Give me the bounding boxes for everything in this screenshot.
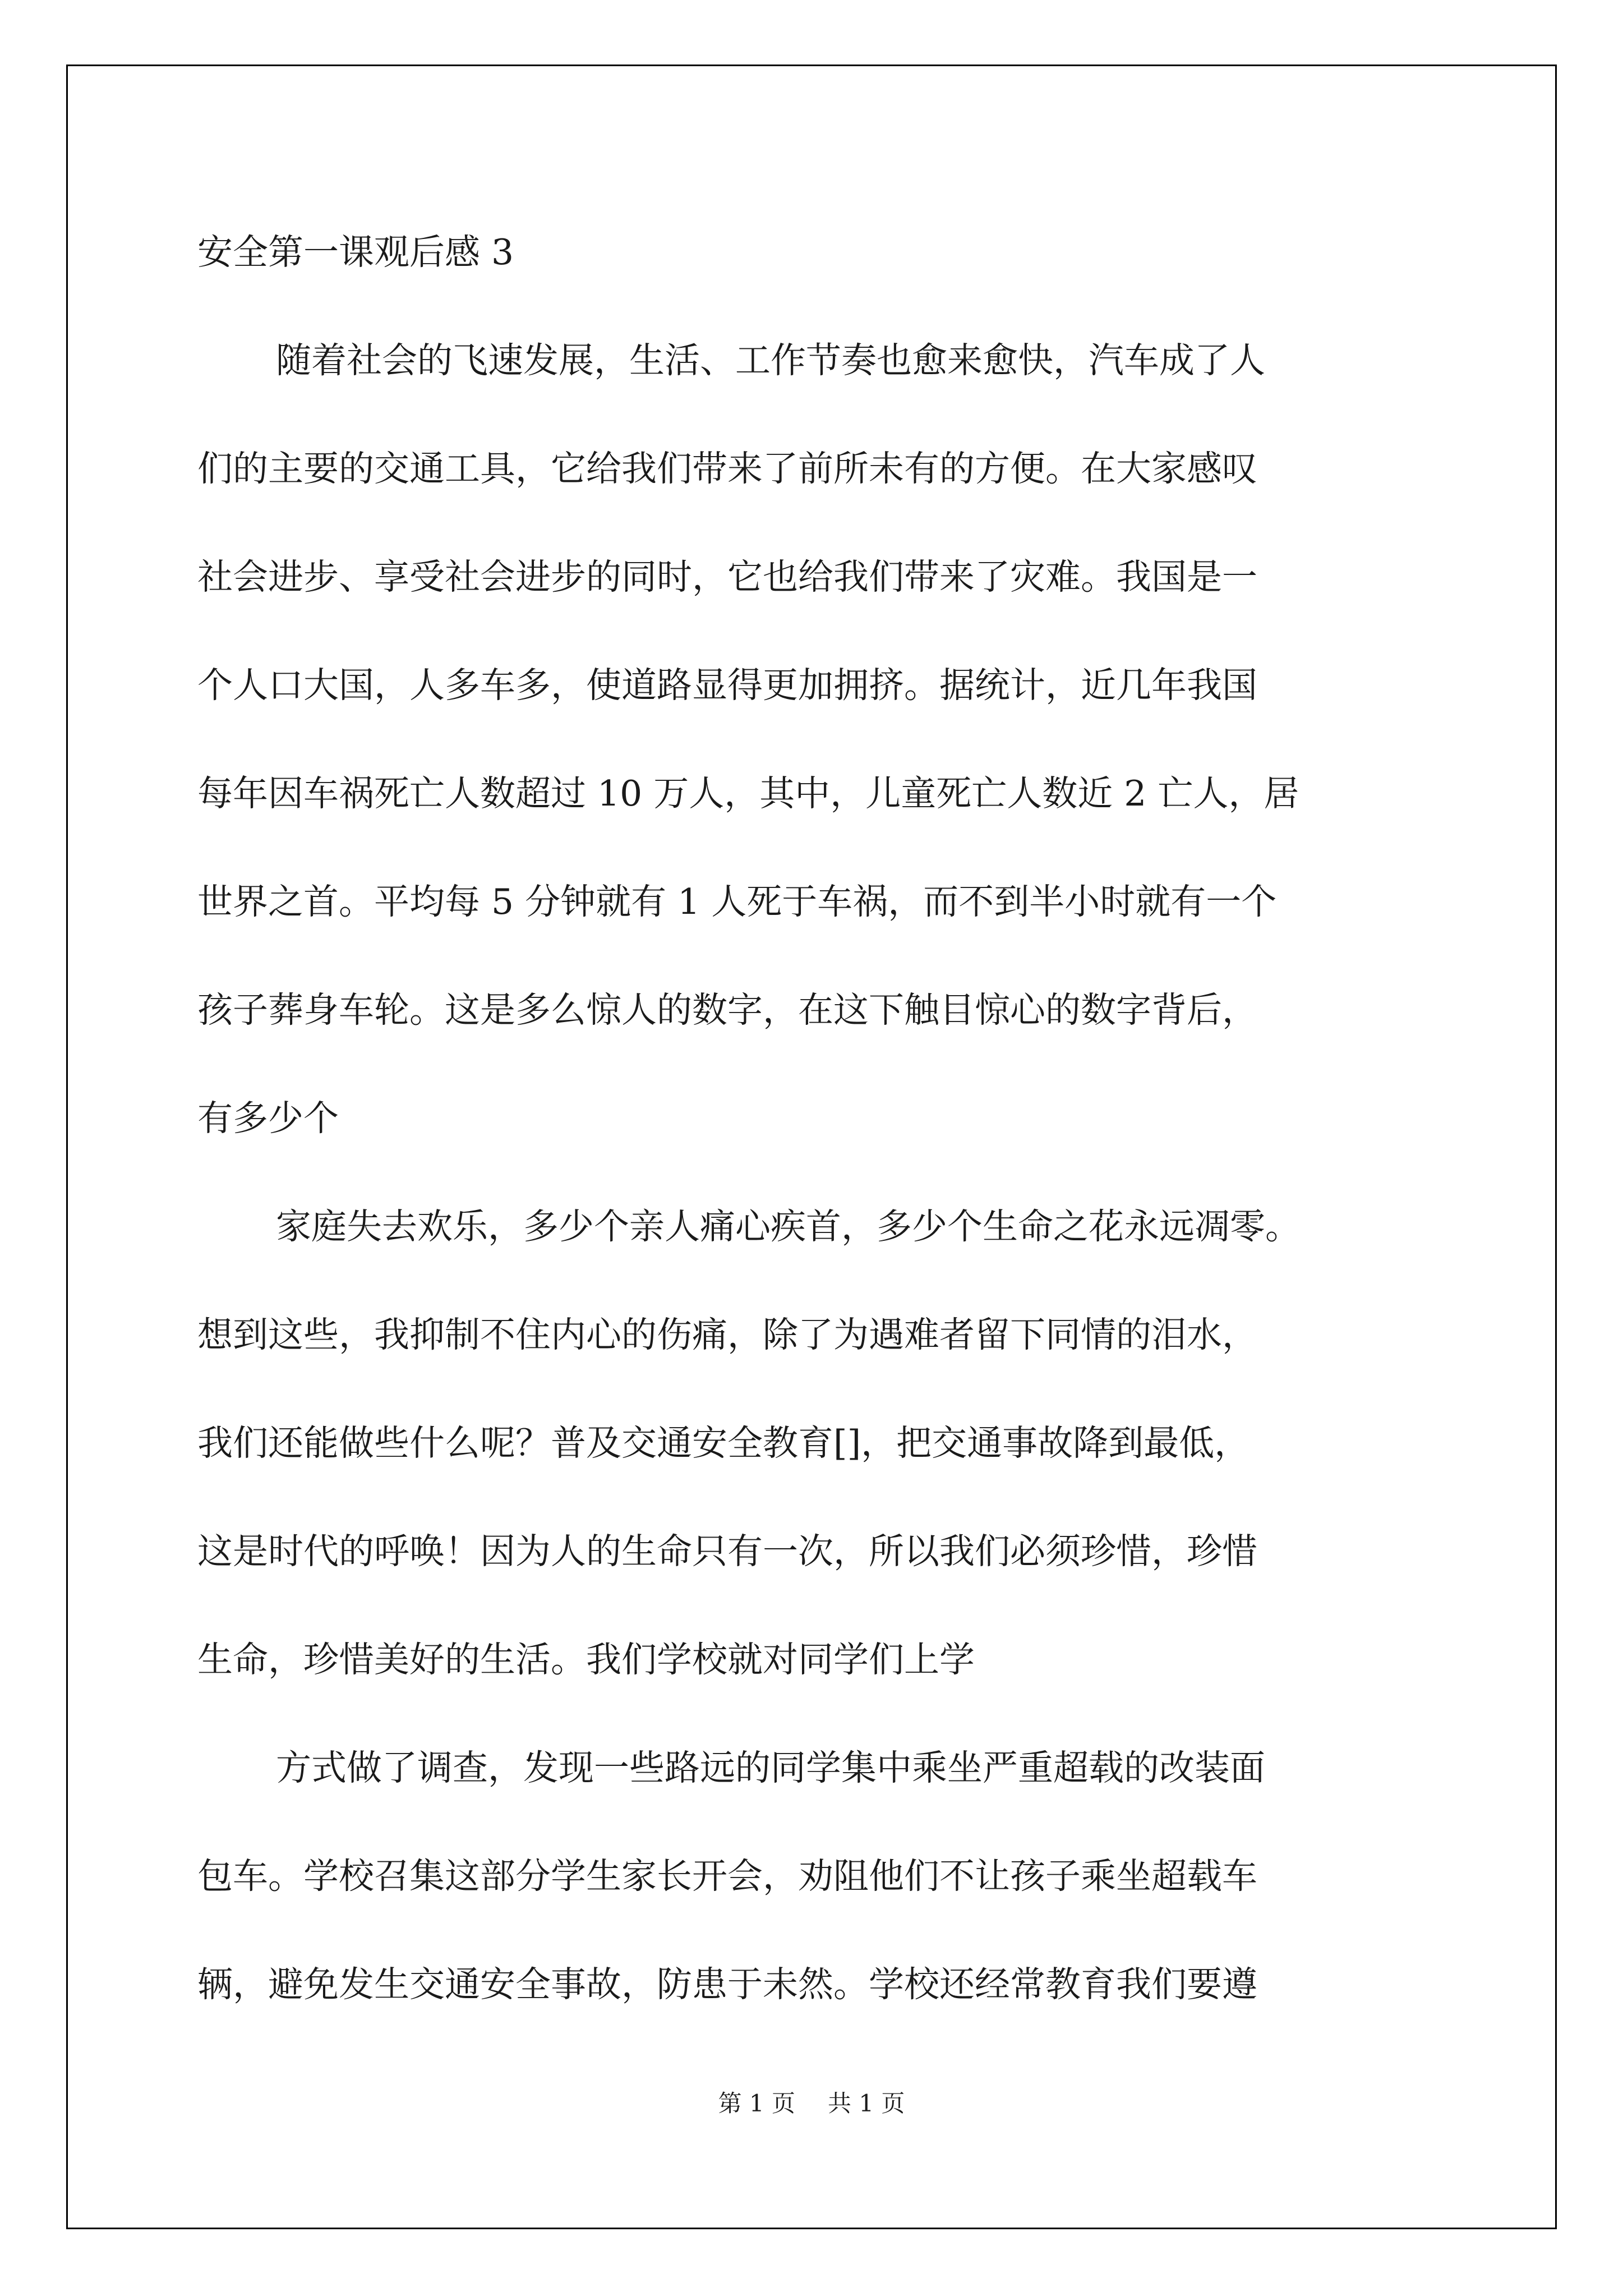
paragraph-line: 想到这些，我抑制不住内心的伤痛，除了为遇难者留下同情的泪水， (197, 1314, 1257, 1355)
paragraph-line: 生命，珍惜美好的生活。我们学校就对同学们上学 (197, 1639, 975, 1680)
paragraph-line: 世界之首。平均每 5 分钟就有 1 人死于车祸，而不到半小时就有一个 (197, 881, 1277, 922)
paragraph-line: 家庭失去欢乐，多少个亲人痛心疾首，多少个生命之花永远凋零。 (276, 1206, 1301, 1247)
paragraph-line: 方式做了调查，发现一些路远的同学集中乘坐严重超载的改装面 (276, 1747, 1265, 1788)
paragraph-line: 包车。学校召集这部分学生家长开会，劝阻他们不让孩子乘坐超载车 (197, 1856, 1257, 1897)
paragraph-line: 我们还能做些什么呢？普及交通安全教育[]，把交通事故降到最低， (197, 1423, 1250, 1464)
paragraph-line: 这是时代的呼唤！因为人的生命只有一次，所以我们必须珍惜，珍惜 (197, 1531, 1257, 1572)
page-footer (0, 2087, 1623, 2120)
paragraph-1 (197, 330, 1433, 1196)
paragraph-line: 社会进步、享受社会进步的同时，它也给我们带来了灾难。我国是一 (197, 556, 1257, 597)
paragraph-line: 每年因车祸死亡人数超过 10 万人，其中，儿童死亡人数近 2 亡人，居 (197, 773, 1299, 814)
paragraph-line: 们的主要的交通工具，它给我们带来了前所未有的方便。在大家感叹 (197, 448, 1257, 489)
document-body (197, 222, 1433, 2062)
paragraph-line: 有多少个 (197, 1098, 339, 1139)
paragraph-line: 个人口大国，人多车多，使道路显得更加拥挤。据统计，近几年我国 (197, 665, 1257, 706)
paragraph-line: 孩子葬身车轮。这是多么惊人的数字，在这下触目惊心的数字背后， (197, 990, 1257, 1030)
document-title: 安全第一课观后感 3 (197, 232, 514, 273)
paragraph-2 (197, 1196, 1433, 1737)
page-total: 共 1 页 (828, 2090, 905, 2117)
paragraph-line: 辆，避免发生交通安全事故，防患于未然。学校还经常教育我们要遵 (197, 1964, 1257, 2005)
paragraph-line: 随着社会的飞速发展，生活、工作节奏也愈来愈快，汽车成了人 (276, 340, 1265, 381)
page-number: 第 1 页 (718, 2090, 795, 2117)
paragraph-3 (197, 1737, 1433, 2062)
